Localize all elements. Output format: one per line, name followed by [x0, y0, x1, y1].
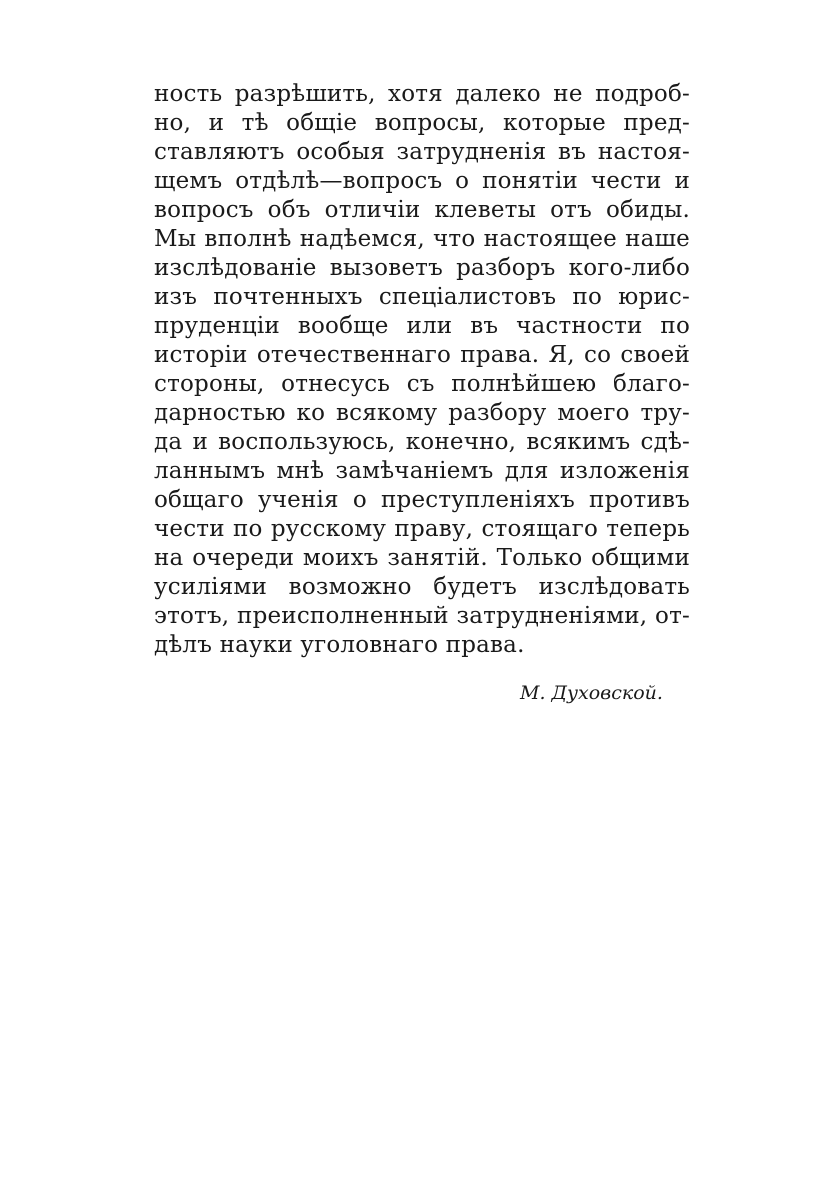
text-line: да и воспользуюсь, конечно, всякимъ сдѣ- — [154, 429, 690, 455]
body-paragraph — [154, 80, 690, 660]
text-line: этотъ, преисполненный затрудненіями, от- — [154, 603, 690, 629]
text-line: стороны, отнесусь съ полнѣйшею благо- — [154, 371, 690, 397]
text-line: изъ почтенныхъ спеціалистовъ по юрис- — [154, 284, 690, 310]
text-line: Мы вполнѣ надѣемся, что настоящее наше — [154, 226, 690, 252]
text-line: ставляютъ особыя затрудненія въ настоя- — [154, 139, 690, 165]
text-line: дѣлъ науки уголовнаго права. — [154, 632, 525, 658]
text-line: на очереди моихъ занятій. Только общими — [154, 545, 690, 571]
text-line: ланнымъ мнѣ замѣчаніемъ для изложенія — [154, 458, 690, 484]
text-line: ность разрѣшить, хотя далеко не подроб- — [154, 81, 690, 107]
text-line: вопросъ объ отличіи клеветы отъ обиды. — [154, 197, 690, 223]
text-line: пруденціи вообще или въ частности по — [154, 313, 690, 339]
text-line: щемъ отдѣлѣ—вопросъ о понятіи чести и — [154, 168, 690, 194]
text-line: общаго ученія о преступленіяхъ противъ — [154, 487, 690, 513]
text-line: исторіи отечественнаго права. Я, со своей — [154, 342, 690, 368]
text-line: чести по русскому праву, стоящаго теперь — [154, 516, 690, 542]
text-line: но, и тѣ общіе вопросы, которые пред- — [154, 110, 690, 136]
text-line: дарностью ко всякому разбору моего тру- — [154, 400, 690, 426]
author-signature: М. Духовской. — [520, 682, 663, 704]
text-line: усиліями возможно будетъ изслѣдовать — [154, 574, 690, 600]
text-line: изслѣдованіе вызоветъ разборъ кого-либо — [154, 255, 690, 281]
